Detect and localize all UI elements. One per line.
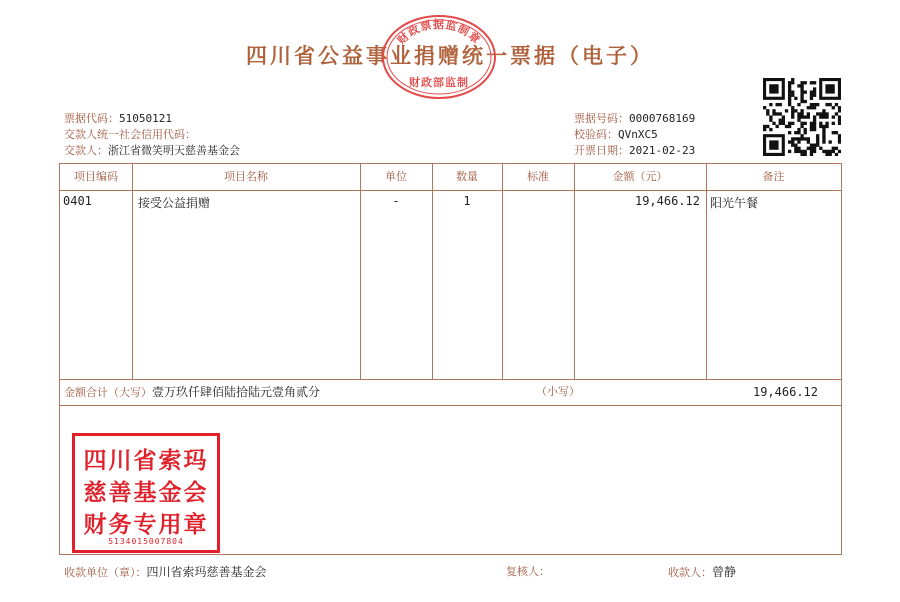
svg-text:财政票据监制章	[394, 17, 484, 47]
row-quantity: 1	[463, 194, 471, 208]
reviewer-label: 复核人：	[506, 565, 550, 578]
row-item-name: 接受公益捐赠	[138, 196, 211, 210]
round-seal	[380, 14, 498, 100]
payee-value: 四川省索玛慈善基金会	[146, 565, 267, 579]
payee-line	[64, 563, 267, 580]
payee-label: 收款单位（章）：	[64, 566, 147, 579]
bill-number-value: 0000768169	[629, 112, 696, 125]
financial-seal	[72, 433, 220, 553]
total-capital-line	[64, 379, 320, 405]
header-amount: 金额（元）	[612, 170, 668, 183]
receiver-label: 收款人：	[668, 566, 712, 579]
payer-value: 浙江省微笑明天慈善基金会	[108, 144, 240, 157]
check-code-label: 校验码：	[574, 128, 618, 141]
round-seal-top-text: 财政票据监制章	[394, 18, 484, 48]
bill-code-value: 51050121	[119, 112, 172, 125]
seal-line-2: 慈善基金会	[83, 479, 209, 506]
issue-date-label: 开票日期：	[574, 144, 629, 157]
receiver-line	[668, 563, 736, 580]
bill-number-label: 票据号码：	[574, 112, 629, 125]
row-unit: -	[393, 194, 399, 208]
receiver-value: 曾静	[712, 565, 737, 579]
total-small-value: 19,466.12	[752, 385, 818, 399]
bill-number-line	[574, 112, 695, 126]
total-small-label: （小写）	[536, 385, 580, 398]
reviewer-line	[506, 563, 550, 579]
payer-line	[64, 144, 240, 158]
payer-credit-code-label: 交款人统一社会信用代码：	[64, 128, 196, 141]
row-remark: 阳光午餐	[710, 196, 759, 210]
qr-code-icon	[763, 78, 841, 156]
row-item-code: 0401	[63, 194, 92, 208]
total-capital-label: 金额合计（大写）	[64, 386, 152, 399]
payer-label: 交款人：	[64, 144, 108, 157]
row-amount: 19,466.12	[634, 194, 700, 208]
header-remark: 备注	[762, 170, 785, 183]
bill-code-label: 票据代码：	[64, 112, 119, 125]
bill-code-line	[64, 112, 172, 126]
payer-credit-code-line	[64, 128, 196, 142]
header-standard: 标准	[527, 170, 549, 183]
seal-line-1: 四川省索玛	[83, 447, 209, 474]
header-quantity: 数量	[456, 170, 478, 183]
issue-date-line	[574, 144, 695, 158]
round-seal-center-text: 财政部监制	[409, 76, 469, 89]
document-title: 四川省公益事业捐赠统一票据（电子）	[246, 43, 654, 68]
check-code-value: QVnXC5	[618, 128, 658, 141]
seal-number: 5134015007804	[108, 537, 184, 546]
seal-line-3: 财务专用章	[83, 511, 209, 538]
header-item-code: 项目编码	[74, 170, 118, 183]
total-capital-value: 壹万玖仟肆佰陆拾陆元壹角贰分	[152, 385, 321, 399]
header-item-name: 项目名称	[224, 170, 268, 183]
issue-date-value: 2021-02-23	[629, 144, 696, 157]
check-code-line	[574, 128, 658, 142]
header-unit: 单位	[385, 170, 407, 183]
